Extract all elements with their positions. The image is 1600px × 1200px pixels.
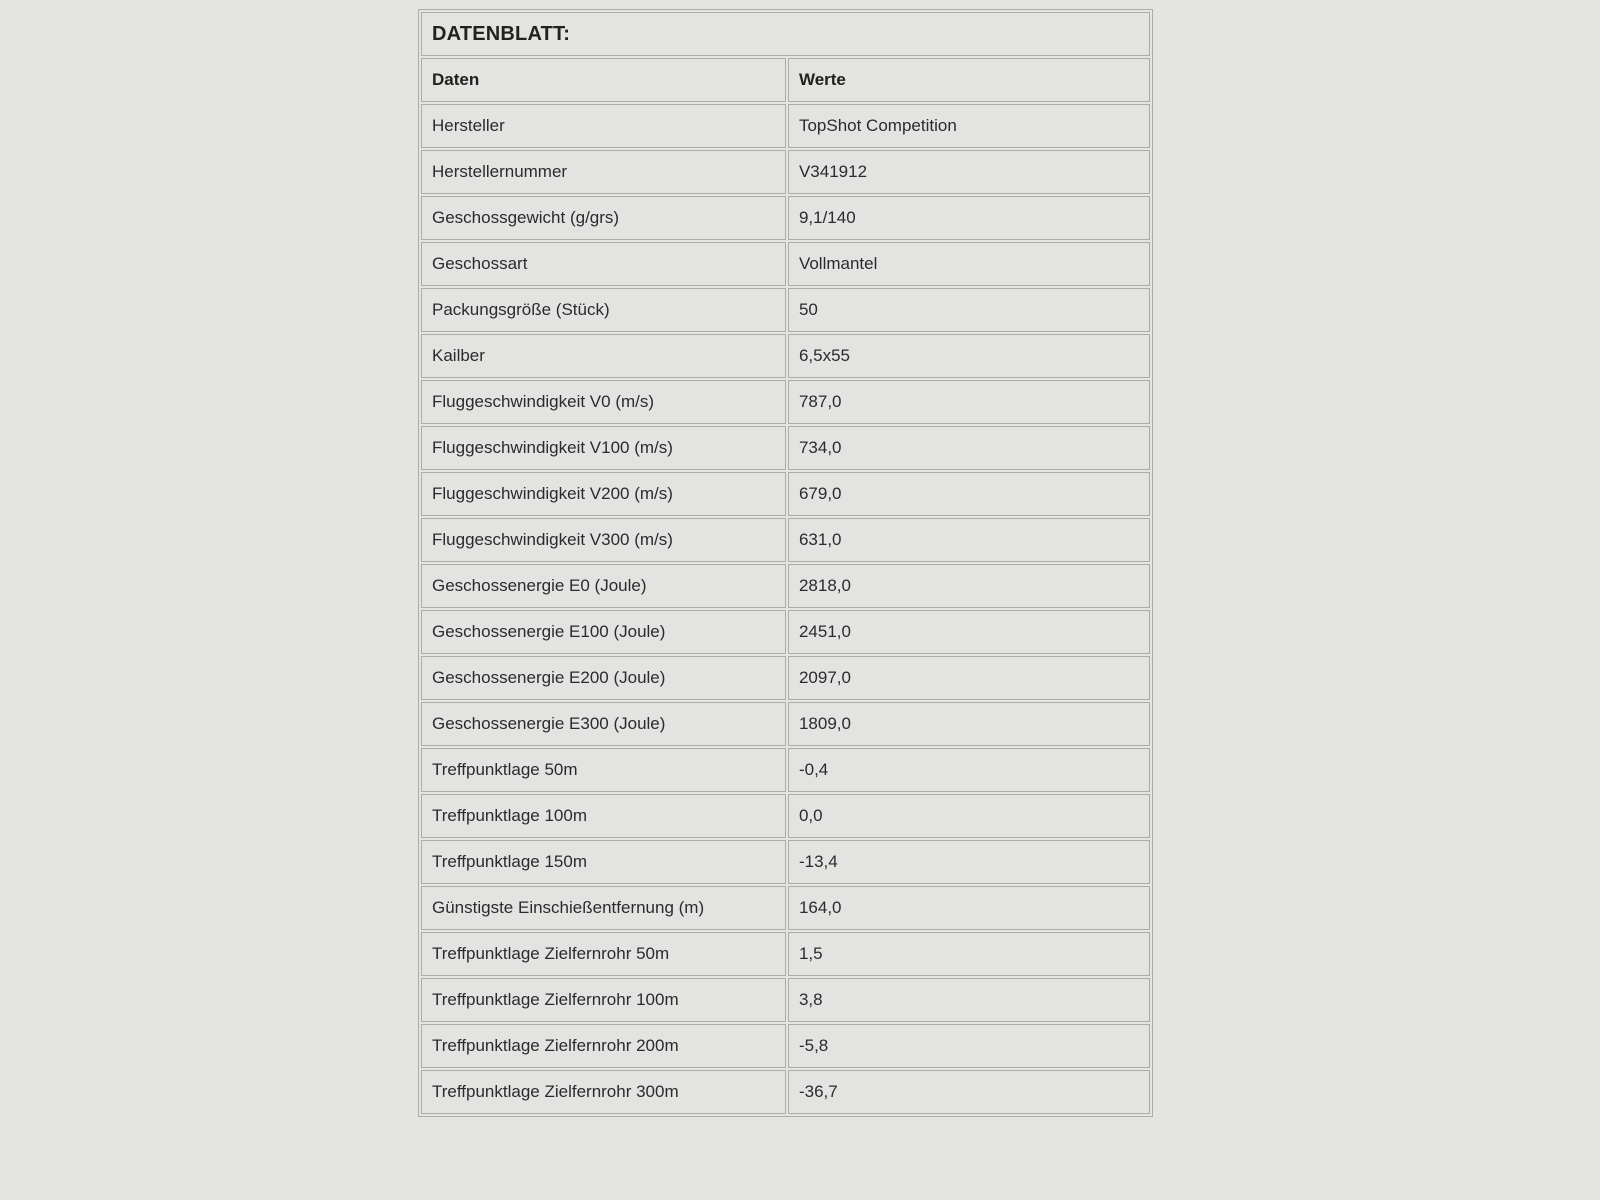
table-row (421, 380, 1150, 424)
table-row (421, 840, 1150, 884)
daten-cell: Treffpunktlage 50m (421, 748, 786, 792)
datasheet-table (418, 9, 1153, 1117)
daten-cell: Geschossenergie E200 (Joule) (421, 656, 786, 700)
werte-cell: 734,0 (788, 426, 1150, 470)
werte-cell: 1809,0 (788, 702, 1150, 746)
werte-cell: 631,0 (788, 518, 1150, 562)
werte-cell: V341912 (788, 150, 1150, 194)
table-row (421, 1024, 1150, 1068)
werte-cell: 0,0 (788, 794, 1150, 838)
table-row (421, 656, 1150, 700)
werte-cell: 3,8 (788, 978, 1150, 1022)
werte-cell: -0,4 (788, 748, 1150, 792)
daten-cell: Packungsgröße (Stück) (421, 288, 786, 332)
daten-cell: Geschossenergie E300 (Joule) (421, 702, 786, 746)
daten-cell: Fluggeschwindigkeit V300 (m/s) (421, 518, 786, 562)
werte-cell: 787,0 (788, 380, 1150, 424)
header-row (421, 58, 1150, 102)
werte-cell: -5,8 (788, 1024, 1150, 1068)
werte-cell: -13,4 (788, 840, 1150, 884)
table-row (421, 426, 1150, 470)
werte-cell: -36,7 (788, 1070, 1150, 1114)
werte-cell: 679,0 (788, 472, 1150, 516)
werte-cell: 1,5 (788, 932, 1150, 976)
werte-cell: TopShot Competition (788, 104, 1150, 148)
daten-cell: Treffpunktlage Zielfernrohr 50m (421, 932, 786, 976)
title-row (421, 12, 1150, 56)
werte-cell: 2097,0 (788, 656, 1150, 700)
werte-cell: 50 (788, 288, 1150, 332)
table-row (421, 932, 1150, 976)
table-row (421, 334, 1150, 378)
table-row (421, 104, 1150, 148)
table-row (421, 1070, 1150, 1114)
table-row (421, 978, 1150, 1022)
daten-cell: Hersteller (421, 104, 786, 148)
daten-cell: Geschossart (421, 242, 786, 286)
daten-cell: Herstellernummer (421, 150, 786, 194)
daten-cell: Geschossenergie E0 (Joule) (421, 564, 786, 608)
daten-cell: Treffpunktlage Zielfernrohr 100m (421, 978, 786, 1022)
column-header-daten: Daten (421, 58, 786, 102)
table-row (421, 702, 1150, 746)
table-row (421, 610, 1150, 654)
daten-cell: Treffpunktlage 150m (421, 840, 786, 884)
werte-cell: 164,0 (788, 886, 1150, 930)
daten-cell: Treffpunktlage Zielfernrohr 300m (421, 1070, 786, 1114)
table-row (421, 242, 1150, 286)
table-row (421, 150, 1150, 194)
werte-cell: 6,5x55 (788, 334, 1150, 378)
werte-cell: 9,1/140 (788, 196, 1150, 240)
column-header-werte: Werte (788, 58, 1150, 102)
table-row (421, 564, 1150, 608)
table-row (421, 794, 1150, 838)
daten-cell: Günstigste Einschießentfernung (m) (421, 886, 786, 930)
daten-cell: Geschossenergie E100 (Joule) (421, 610, 786, 654)
werte-cell: 2451,0 (788, 610, 1150, 654)
werte-cell: 2818,0 (788, 564, 1150, 608)
daten-cell: Kailber (421, 334, 786, 378)
table-row (421, 472, 1150, 516)
table-row (421, 518, 1150, 562)
daten-cell: Treffpunktlage Zielfernrohr 200m (421, 1024, 786, 1068)
table-row (421, 288, 1150, 332)
table-title: DATENBLATT: (421, 12, 1150, 56)
daten-cell: Treffpunktlage 100m (421, 794, 786, 838)
table-row (421, 748, 1150, 792)
daten-cell: Geschossgewicht (g/grs) (421, 196, 786, 240)
table-row (421, 196, 1150, 240)
table-row (421, 886, 1150, 930)
daten-cell: Fluggeschwindigkeit V200 (m/s) (421, 472, 786, 516)
daten-cell: Fluggeschwindigkeit V100 (m/s) (421, 426, 786, 470)
daten-cell: Fluggeschwindigkeit V0 (m/s) (421, 380, 786, 424)
table-body (421, 104, 1150, 1114)
werte-cell: Vollmantel (788, 242, 1150, 286)
